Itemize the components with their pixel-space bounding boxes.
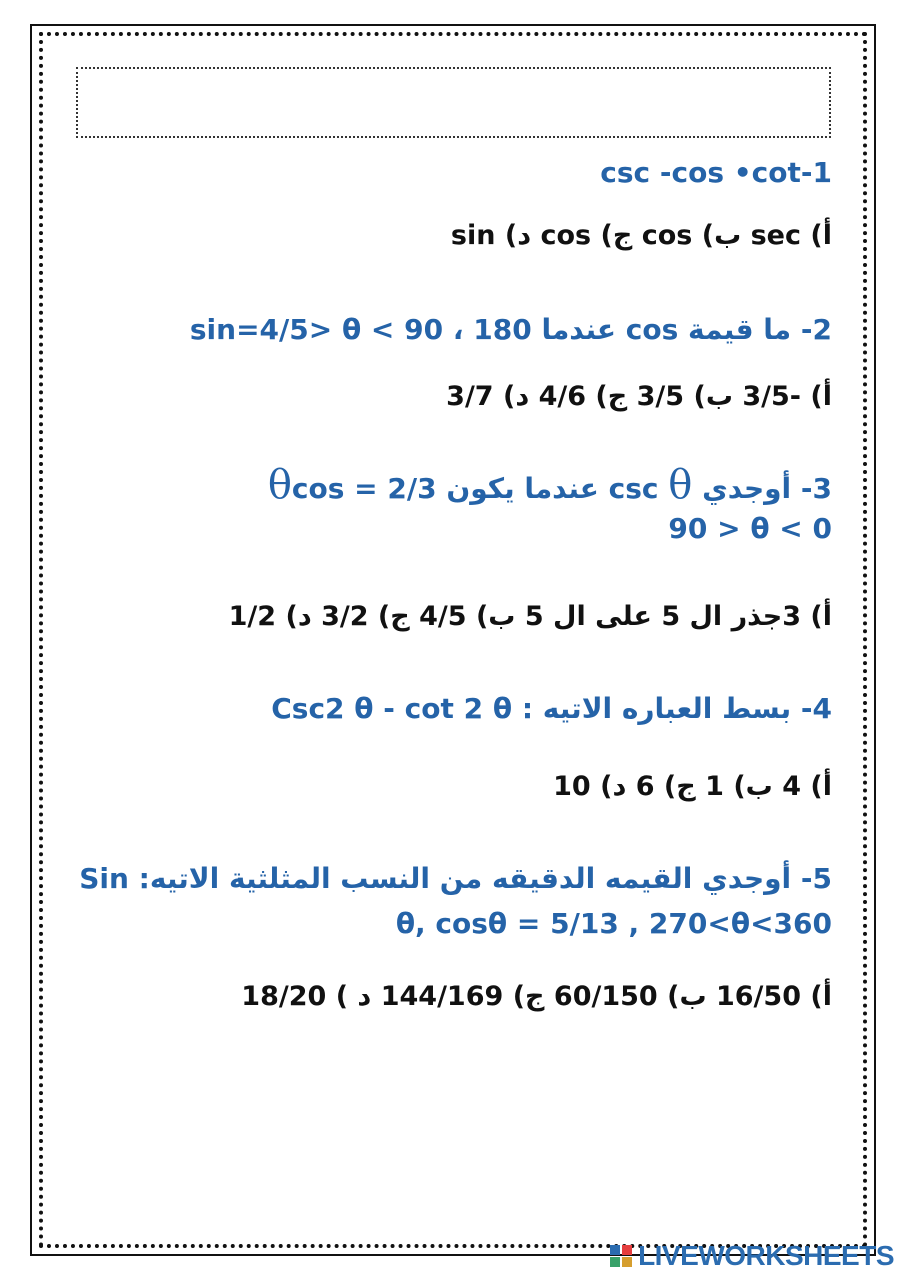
- question-4: 4- بسط العباره الاتيه : Csc2 θ - cot 2 θ: [271, 692, 832, 725]
- question-3-equation: cos = 2/3: [291, 472, 437, 505]
- liveworksheets-logo: [610, 1240, 894, 1272]
- question-2: 2- ما قيمة cos عندما 180 ، sin=4/5> θ < 90: [189, 313, 832, 346]
- question-5-line-2: [396, 907, 832, 940]
- answers-1: أ) sec ب) cos ج) cos د) sin: [450, 220, 832, 251]
- question-1-text: csc -cos •cot-1: [600, 156, 832, 189]
- question-3-mid: عندما يكون: [446, 472, 599, 505]
- title-box: [76, 67, 831, 138]
- question-3-condition: [668, 512, 832, 545]
- answers-3: أ) 3جذر ال 5 على ال 5 ب) 4/5 ج) 3/2 د) 1/2: [228, 601, 832, 632]
- theta-symbol-2: θ: [267, 462, 292, 508]
- logo-icon: [610, 1245, 632, 1267]
- question-1: [600, 156, 832, 189]
- answers-2: أ) -3/5 ب) 3/5 ج) 4/6 د) 3/7: [446, 381, 832, 412]
- question-3-condition-text: 90 > θ < 0: [668, 512, 832, 545]
- question-3-prefix: 3- أوجدي csc: [608, 472, 832, 505]
- answers-5: أ) 16/50 ب) 60/150 ج) 144/169 د ) 18/20: [241, 981, 832, 1012]
- theta-symbol: θ: [668, 462, 693, 508]
- answers-4: أ) 4 ب) 1 ج) 6 د) 10: [553, 771, 832, 802]
- question-3: [268, 462, 832, 508]
- question-5-equation: θ, cosθ = 5/13 , 270<θ<360: [395, 907, 832, 940]
- question-5: 5- أوجدي القيمه الدقيقه من النسب المثلثية الاتيه: Sin: [79, 862, 832, 895]
- dotted-border: [39, 32, 867, 1248]
- logo-text: LIVEWORKSHEETS: [638, 1240, 894, 1271]
